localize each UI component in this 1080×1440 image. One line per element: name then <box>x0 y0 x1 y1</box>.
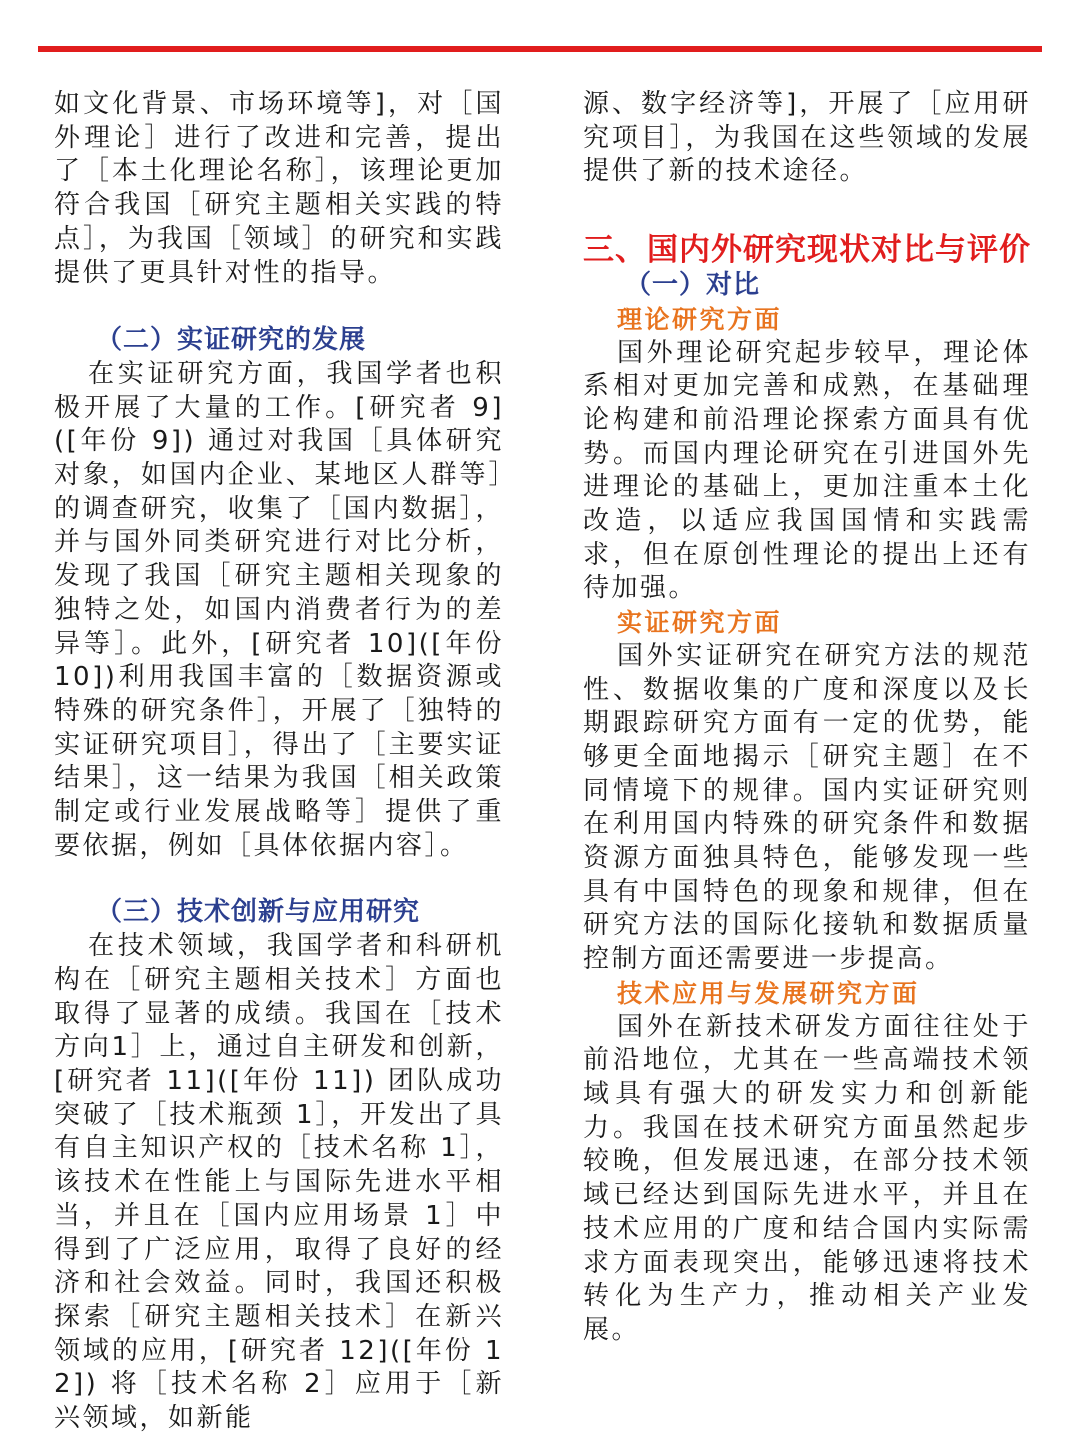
left-continuation-paragraph: 如文化背景、市场环境等]，对［国外理论］进行了改进和完善，提出了［本土化理论名称］，该理论更加符合我国［研究主题相关实践的特点］，为我国［领域］的研究和实践提供了更具针对性的指导。 <box>54 89 504 288</box>
comparison-sub-heading: （一）对比 <box>625 270 761 301</box>
section-2-heading: （二）实证研究的发展 <box>96 325 367 356</box>
aspect-theory-body: 国外理论研究起步较早，理论体系相对更加完善和成熟，在基础理论构建和前沿理论探索方面具有优势。而国内理论研究在引进国外先进理论的基础上，更加注重本土化改造，以适应我国国情和实践需求，但在原创性理论的提出上还有待加强。 <box>583 337 1031 604</box>
aspect-technology-body: 国外在新技术研发方面往往处于前沿地位，尤其在一些高端技术领域具有强大的研发实力和创新能力。我国在技术研究方面虽然起步较晚，但发展迅速，在部分技术领域已经达到国际先进水平，并且在技术应用的广度和结合国内实际需求方面表现突出，能够迅速将技术转化为生产力，推动相关产业发展。 <box>583 1011 1031 1345</box>
section-3-body: 在技术领域，我国学者和科研机构在［研究主题相关技术］方面也取得了显著的成绩。我国在［技术方向1］上，通过自主研发和创新，[研究者 11]([年份 11]) 团队成功突破了［技术瓶颈 1］，开发出了具有自主知识产权的［技术名称 1］，该技术在性能上与国际先进水平相当，并且在［国内应用场景 1］中得到了广泛应用，取得了良好的经济和社会效益。同时，我国还积极探索［研究主题相关技术］在新兴领域的应用，[研究者 12]([年份 12]) 将［技术名称 2］应用于［新兴领域，如新能 <box>54 931 504 1434</box>
aspect-empirical-heading: 实证研究方面 <box>617 608 783 638</box>
aspect-technology-heading: 技术应用与发展研究方面 <box>617 978 920 1008</box>
right-continuation-paragraph: 源、数字经济等]，开展了［应用研究项目］，为我国在这些领域的发展提供了新的技术途径。 <box>583 89 1031 187</box>
left-column <box>54 88 504 1436</box>
comparison-section-heading: 三、国内外研究现状对比与评价 <box>583 232 1031 269</box>
section-2-body: 在实证研究方面，我国学者也积极开展了大量的工作。[研究者 9]([年份 9]) 通过对我国［具体研究对象，如国内企业、某地区人群等］的调查研究，收集了［国内数据］，并与国外同类研究进行对比分析，发现了我国［研究主题相关现象的独特之处，如国内消费者行为的差异等］。此外，[研究者 10]([年份 10])利用我国丰富的［数据资源或特殊的研究条件］，开展了［独特的实证研究项目］，得出了［主要实证结果］，这一结果为我国［相关政策制定或行业发展战略等］提供了重要依据，例如［具体依据内容］。 <box>54 358 504 861</box>
section-3-heading: （三）技术创新与应用研究 <box>96 897 421 928</box>
header-red-rule <box>38 46 1042 52</box>
right-column <box>583 88 1031 1348</box>
aspect-empirical-body: 国外实证研究在研究方法的规范性、数据收集的广度和深度以及长期跟踪研究方面有一定的优势，能够更全面地揭示［研究主题］在不同情境下的规律。国内实证研究则在利用国内特殊的研究条件和数据资源方面独具特色，能够发现一些具有中国特色的现象和规律，但在研究方法的国际化接轨和数据质量控制方面还需要进一步提高。 <box>583 640 1031 975</box>
aspect-theory-heading: 理论研究方面 <box>617 304 783 334</box>
